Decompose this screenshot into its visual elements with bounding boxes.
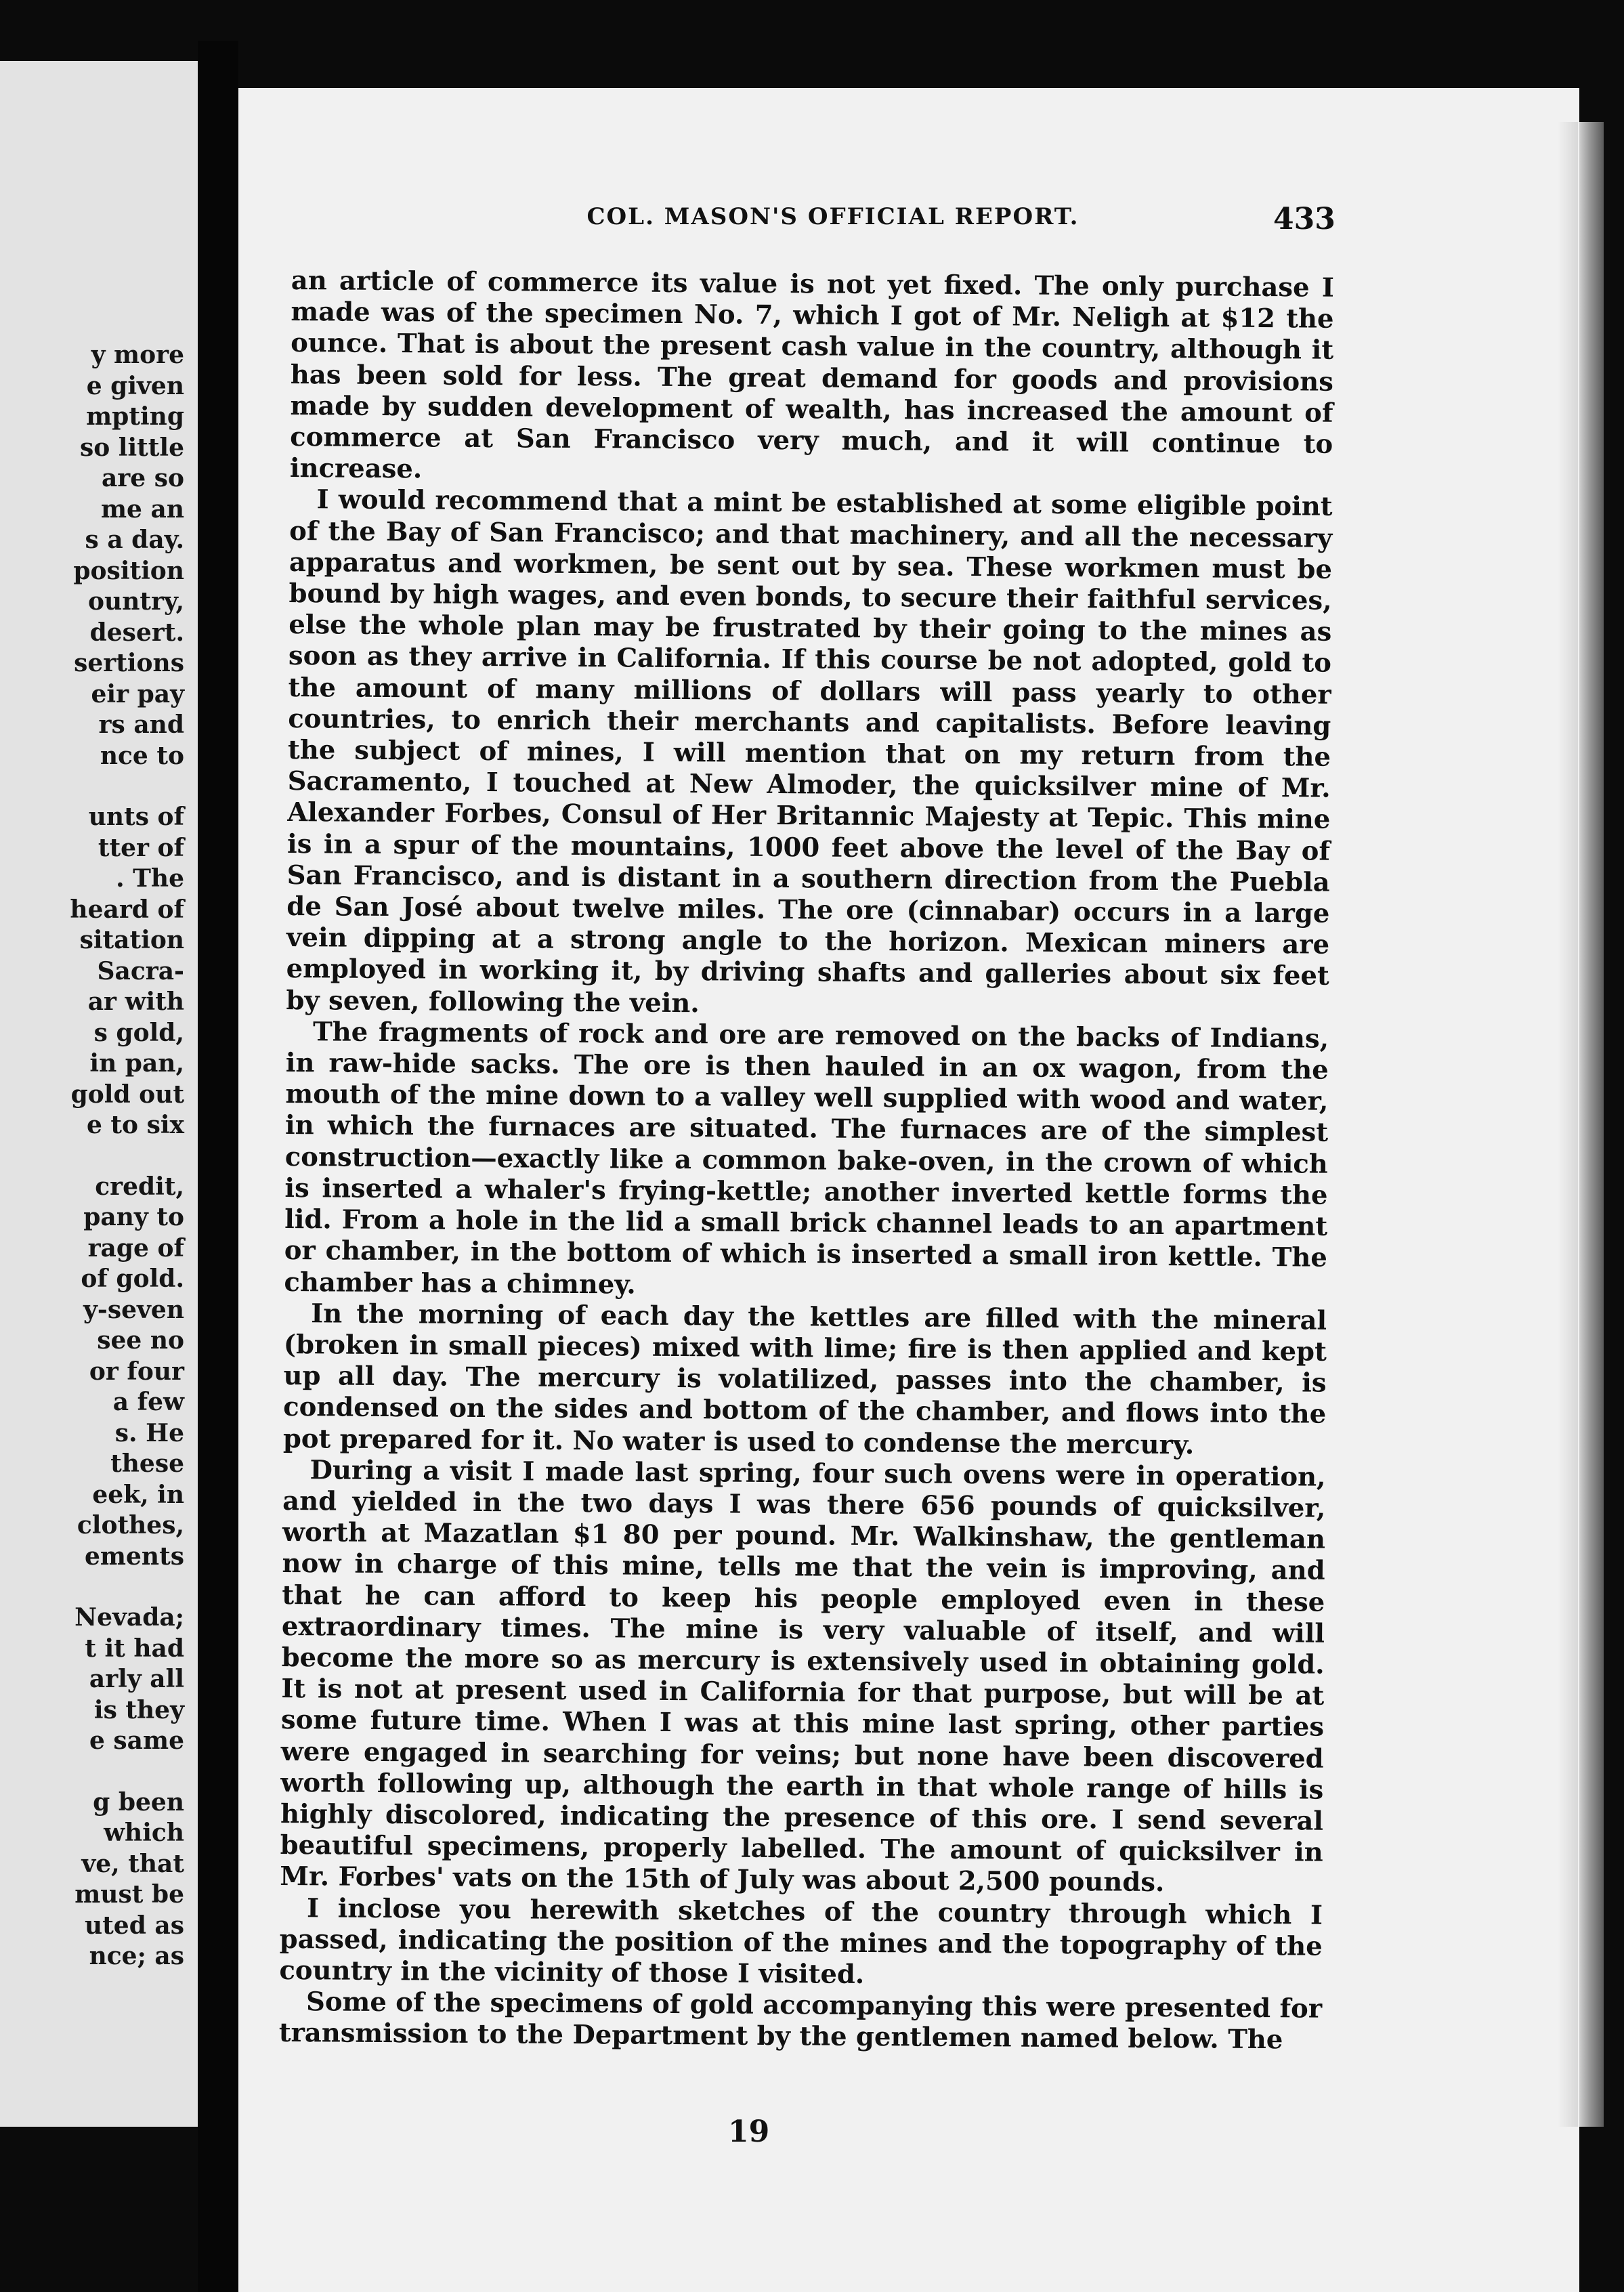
left-line: ve, that [81,1849,184,1878]
left-line: a few [112,1388,184,1416]
left-line: nce to [100,741,184,770]
left-line: tter of [98,833,184,862]
left-line: of gold. [81,1265,184,1293]
left-line: must be [74,1880,184,1909]
left-line: y-seven [83,1295,184,1324]
left-facing-page [0,61,198,2127]
signature-mark: 19 [728,2115,770,2149]
left-line: so little [79,433,184,462]
left-line: pany to [83,1203,184,1231]
left-line: e to six [86,1111,184,1139]
left-line: s gold, [93,1018,184,1047]
paragraph: I would recommend that a mint be established at some eligible point of the Bay of San Francisco; and that machinery, and all the necessary apparatus and workmen, be sent out by sea. These workmen must be bound by high wages, and even bonds, to secure their faithful services, else the whole plan may be frustrated by their going to the mines as soon as they arrive in California. If this course be not adopted, gold to the amount of many millions of dollars will pass yearly to other countries, to enrich their merchants and capitalists. Before leaving the subject of mines, I will mention that on my return from the Sacramento, I touched at New Almoder, the quicksilver mine of Mr. Alexander Forbes, Consul of Her Britannic Majesty at Tepic. This mine is in a spur of the mountains, 1000 feet above the level of the Bay of San Francisco, and is distant in a southern direction from the Puebla de San José about twelve miles. The ore (cinnabar) occurs in a large vein dipping at a strong angle to the horizon. Mexican miners are employed in working it, by driving shafts and galleries about six feet by seven, following the vein. [286,484,1333,1019]
paragraph: Some of the specimens of gold accompanying this were presented for transmission to the Department by the gentlemen named below. The [278,1987,1323,2056]
left-line: g been [93,1787,184,1817]
left-line: sertions [74,649,184,677]
paragraph: In the morning of each day the kettles are filled with the mineral (broken in small pieces) mixed with lime; fire is then applied and kept up all day. The mercury is volatilized, passes into the chamber, is condensed on the sides and bottom of the chamber, and flows into the pot prepared for it. No water is used to condense the mercury. [282,1298,1327,1460]
paragraph: The fragments of rock and ore are removed on the backs of Indians, in raw-hide sacks. The ore is then hauled in an ox wagon, from the mouth of the mine down to a valley well supplied with wood and water, in which the furnaces are situated. The furnaces are of the simplest construction—exactly like a common bake-oven, in the crown of which is inserted a whaler's frying-kettle; another inverted kettle forms the lid. From a hole in the lid a small brick channel leads to an apartment or chamber, in the bottom of which is inserted a small iron kettle. The chamber has a chimney. [284,1017,1329,1300]
left-line: Nevada; [74,1603,184,1632]
left-line: rage of [87,1233,184,1262]
left-line: heard of [70,895,184,924]
left-line: s a day. [85,526,184,554]
left-line: in pan, [89,1049,184,1078]
page-number: 433 [1273,202,1335,236]
left-line: clothes, [77,1511,184,1540]
left-line: gold out [70,1080,184,1109]
page-curl-shadow [1558,122,1578,2127]
paragraph: I inclose you herewith sketches of the country through which I passed, indicating the position of the mines and the topography of the country in the vicinity of those I visited. [279,1892,1323,1990]
book-gutter [198,41,238,2292]
left-line: arly all [89,1665,184,1693]
paragraph: During a visit I made last spring, four such ovens were in operation, and yielded in the two days I was there 656 pounds of quicksilver, worth at Mazatlan $1 80 per pound. Mr. Walkinshaw, the gentleman now in charge of this mine, tells me that the vein is improving, and that he can afford to keep his people employed even in these extraordinary times. The mine is very valuable of itself, and will become the more so as mercury is extensively used in obtaining gold. It is not at present used in California for that purpose, but will be at some future time. When I was at this mine last spring, other parties were engaged in searching for veins; but none have been discovered worth following up, although the earth in that whole range of hills is highly discolored, indicating the presence of this ore. I send several beautiful specimens, properly labelled. The amount of quicksilver in Mr. Forbes' vats on the 15th of July was about 2,500 pounds. [280,1454,1326,1898]
left-line: see no [97,1326,184,1355]
left-line: nce; as [89,1942,184,1970]
left-line: or four [89,1357,184,1386]
left-line: are so [101,464,184,492]
left-line: unts of [88,803,184,831]
left-line: t it had [85,1634,184,1663]
left-page-text-column [0,340,184,1972]
left-line: is they [93,1695,184,1724]
left-line: uted as [84,1911,184,1940]
left-line: desert. [89,618,184,647]
left-line: mpting [86,402,184,431]
left-line: . The [116,864,184,893]
left-line: which [104,1819,184,1847]
left-line: me an [100,494,184,524]
left-line: these [110,1449,184,1478]
body-text [279,266,1334,2056]
left-line: eek, in [92,1480,184,1509]
left-line: e given [86,371,184,400]
running-head: COL. MASON'S OFFICIAL REPORT. [586,203,1080,230]
left-line: y more [91,341,184,369]
paragraph: an article of commerce its value is not yet fixed. The only purchase I made was of the specimen No. 7, which I got of Mr. Neligh at $12 the ounce. That is about the present cash value in the country, although it has been sold for less. The great demand for goods and provisions made by sudden development of wealth, has increased the amount of commerce at San Francisco very much, and it will continue to increase. [289,266,1334,485]
left-line: ountry, [88,587,184,616]
left-line: credit, [95,1172,184,1201]
left-line: sitation [79,926,184,954]
left-line: s. He [114,1418,184,1447]
left-line: eir pay [91,679,184,708]
left-line: rs and [98,710,184,739]
left-line: ements [85,1542,184,1571]
left-line: position [73,556,184,585]
left-line: Sacra- [97,956,184,985]
left-line: e same [89,1726,184,1755]
left-line: ar with [87,988,184,1016]
page-edge [1579,122,1604,2127]
